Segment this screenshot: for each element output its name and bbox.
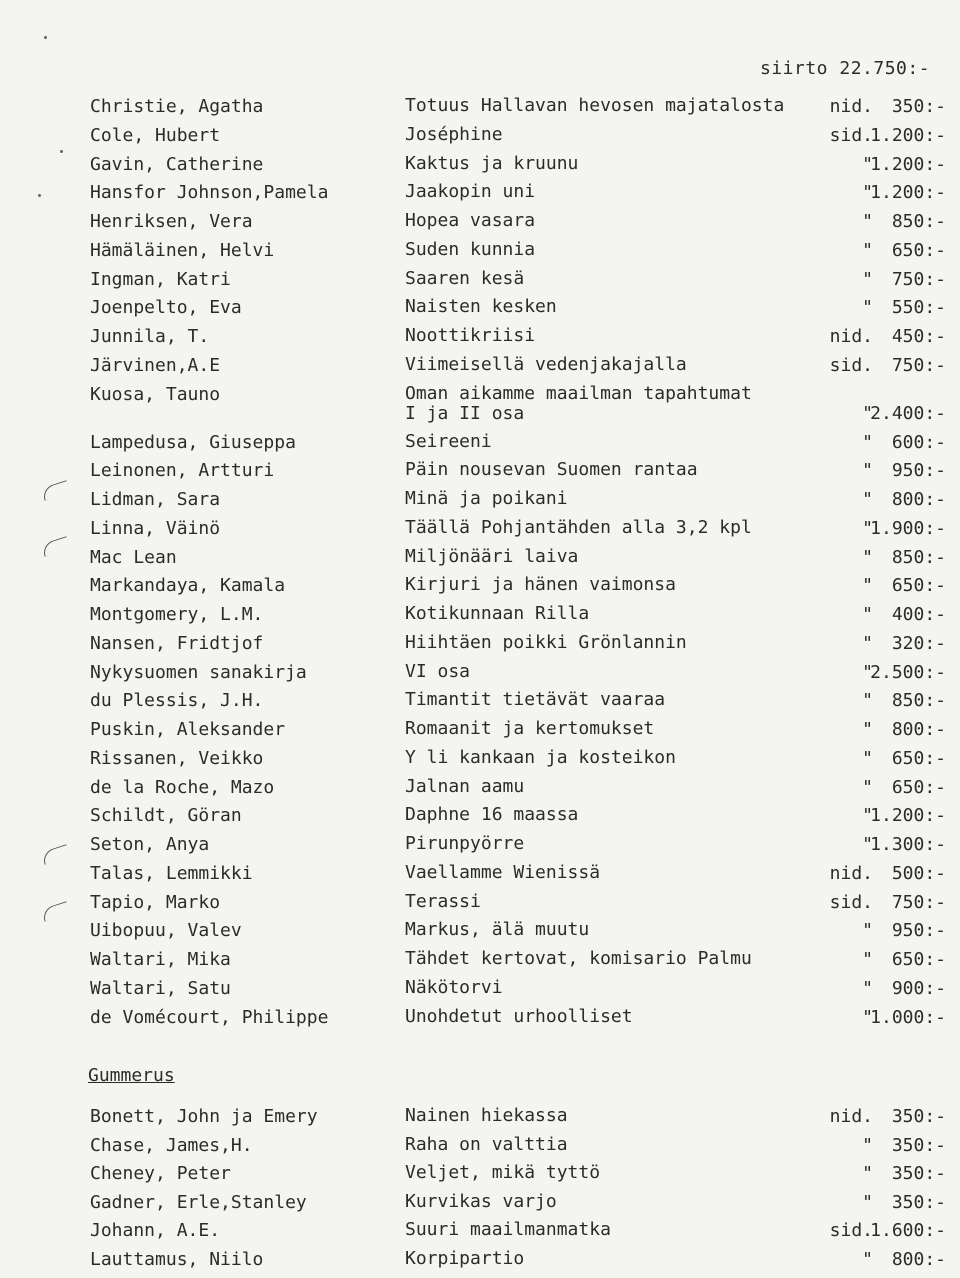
book-title bbox=[405, 125, 503, 145]
book-title-line: Raha on valttia bbox=[405, 1133, 568, 1155]
binding-type: " bbox=[862, 1248, 873, 1270]
author-name: Tapio, Marko bbox=[90, 891, 221, 913]
binding-type: " bbox=[862, 661, 873, 683]
author-name: Chase, James,H. bbox=[90, 1134, 253, 1156]
paper-speck bbox=[44, 36, 47, 39]
book-title-line: Saaren kesä bbox=[405, 267, 525, 289]
list-item bbox=[0, 834, 960, 863]
author-name: Hansfor Johnson,Pamela bbox=[90, 182, 329, 204]
list-item bbox=[0, 920, 960, 949]
binding-type: nid. bbox=[829, 862, 873, 884]
book-title bbox=[405, 1007, 633, 1027]
price: 1.200:- bbox=[870, 124, 946, 146]
list-item bbox=[0, 211, 960, 240]
list-item bbox=[0, 297, 960, 326]
price: 800:- bbox=[891, 1248, 946, 1270]
book-title-line: Unohdetut urhoolliset bbox=[405, 1005, 633, 1027]
book-title bbox=[405, 1163, 600, 1183]
book-title-line: Romaanit ja kertomukset bbox=[405, 718, 655, 739]
price: 350:- bbox=[891, 1191, 946, 1213]
author-name: Markandaya, Kamala bbox=[90, 575, 286, 597]
list-item bbox=[0, 355, 960, 384]
binding-type: " bbox=[862, 575, 873, 597]
book-title bbox=[405, 863, 600, 883]
book-title-line: Joséphine bbox=[405, 123, 503, 145]
list-item bbox=[0, 125, 960, 154]
book-title bbox=[405, 748, 676, 768]
list-item bbox=[0, 269, 960, 298]
book-title bbox=[405, 920, 589, 940]
binding-type: " bbox=[862, 489, 873, 510]
book-title-line: Päin nousevan Suomen rantaa bbox=[405, 459, 698, 481]
author-name: Järvinen,A.E bbox=[90, 354, 221, 376]
list-item bbox=[0, 1220, 960, 1249]
book-title bbox=[405, 297, 557, 317]
book-title-line: Näkötorvi bbox=[405, 976, 503, 998]
author-name: Joenpelto, Eva bbox=[90, 297, 242, 319]
book-title bbox=[405, 432, 492, 452]
book-title bbox=[405, 604, 589, 624]
list-item bbox=[0, 1163, 960, 1192]
binding-type: " bbox=[862, 431, 873, 453]
binding-type: " bbox=[862, 268, 873, 290]
binding-type: " bbox=[862, 297, 873, 319]
binding-type: nid. bbox=[829, 1106, 873, 1127]
price: 650:- bbox=[891, 776, 946, 798]
binding-type: " bbox=[862, 460, 873, 482]
book-title bbox=[405, 154, 578, 174]
author-name: Schildt, Göran bbox=[90, 805, 242, 827]
book-title bbox=[405, 211, 535, 231]
price: 350:- bbox=[891, 1134, 946, 1156]
book-title bbox=[405, 326, 535, 346]
book-title bbox=[405, 1220, 611, 1240]
author-name: Cheney, Peter bbox=[90, 1163, 231, 1184]
book-title-line: Minä ja poikani bbox=[405, 488, 568, 509]
price: 550:- bbox=[891, 297, 946, 319]
binding-type: sid. bbox=[829, 1220, 873, 1241]
author-name: Lampedusa, Giuseppa bbox=[90, 431, 296, 453]
price: 650:- bbox=[891, 239, 946, 261]
list-item bbox=[0, 432, 960, 461]
book-title bbox=[405, 662, 470, 682]
list-item bbox=[0, 662, 960, 691]
binding-type: " bbox=[862, 977, 873, 999]
binding-type: nid. bbox=[829, 96, 873, 117]
list-item bbox=[0, 154, 960, 183]
list-item bbox=[0, 719, 960, 748]
book-title bbox=[405, 949, 752, 969]
binding-type: " bbox=[862, 546, 873, 568]
author-name: Waltari, Mika bbox=[90, 949, 231, 970]
list-item bbox=[0, 1192, 960, 1221]
book-title-line: Timantit tietävät vaaraa bbox=[405, 689, 666, 711]
book-title bbox=[405, 978, 503, 998]
book-title-line: Oman aikamme maailman tapahtumat bbox=[405, 382, 752, 404]
author-name: Mac Lean bbox=[90, 546, 177, 568]
author-name: Kuosa, Tauno bbox=[90, 383, 221, 405]
book-title-line: Viimeisellä vedenjakajalla bbox=[405, 353, 687, 375]
author-name: Waltari, Satu bbox=[90, 977, 231, 999]
binding-type: " bbox=[862, 1163, 873, 1184]
price: 320:- bbox=[891, 632, 946, 654]
binding-type: " bbox=[862, 805, 873, 827]
price: 1.300:- bbox=[870, 834, 946, 855]
book-title bbox=[405, 575, 676, 595]
book-title bbox=[405, 96, 784, 116]
list-item bbox=[0, 805, 960, 834]
book-title-line: Nainen hiekassa bbox=[405, 1105, 568, 1126]
author-name: Cole, Hubert bbox=[90, 124, 221, 146]
binding-type: " bbox=[862, 776, 873, 798]
price: 2.500:- bbox=[870, 661, 946, 683]
carry-over-total: siirto 22.750:- bbox=[760, 58, 931, 79]
binding-type: " bbox=[862, 949, 873, 970]
book-title bbox=[405, 805, 578, 825]
book-title-line: Vaellamme Wienissä bbox=[405, 861, 601, 883]
binding-type: " bbox=[862, 747, 873, 769]
author-name: Gadner, Erle,Stanley bbox=[90, 1191, 307, 1213]
list-item bbox=[0, 240, 960, 269]
author-name: Nykysuomen sanakirja bbox=[90, 661, 307, 683]
binding-type: " bbox=[862, 239, 873, 261]
book-title-line-2: I ja II osa bbox=[405, 402, 525, 424]
author-name: Junnila, T. bbox=[90, 326, 210, 347]
book-title-line: Hopea vasara bbox=[405, 210, 536, 231]
book-title-line: Daphne 16 maassa bbox=[405, 804, 579, 826]
book-title-line: Seireeni bbox=[405, 430, 492, 452]
price: 850:- bbox=[891, 211, 946, 232]
book-title-line: Naisten kesken bbox=[405, 296, 557, 318]
binding-type: sid. bbox=[829, 124, 873, 146]
book-title-line: Y li kankaan ja kosteikon bbox=[405, 746, 676, 768]
list-item bbox=[0, 604, 960, 633]
price: 1.600:- bbox=[870, 1220, 946, 1241]
author-name: Lidman, Sara bbox=[90, 489, 221, 510]
paper-speck bbox=[60, 150, 63, 153]
binding-type: " bbox=[862, 402, 873, 424]
binding-type: sid. bbox=[829, 891, 873, 913]
author-name: Talas, Lemmikki bbox=[90, 862, 253, 884]
author-name: du Plessis, J.H. bbox=[90, 690, 264, 712]
author-name: Linna, Väinö bbox=[90, 517, 221, 539]
book-title bbox=[405, 633, 687, 653]
author-name: Puskin, Aleksander bbox=[90, 719, 286, 740]
book-title-line: Noottikriisi bbox=[405, 325, 536, 346]
author-name: Ingman, Katri bbox=[90, 268, 231, 290]
price: 950:- bbox=[891, 920, 946, 942]
book-title bbox=[405, 269, 524, 289]
book-title-line: Kaktus ja kruunu bbox=[405, 152, 579, 174]
price: 750:- bbox=[891, 891, 946, 913]
book-title-line: Veljet, mikä tyttö bbox=[405, 1162, 601, 1183]
price: 750:- bbox=[891, 268, 946, 290]
list-item bbox=[0, 182, 960, 211]
list-item bbox=[0, 949, 960, 978]
author-name: Seton, Anya bbox=[90, 834, 210, 855]
publisher-heading: Gummerus bbox=[88, 1065, 175, 1086]
book-title-line: Kirjuri ja hänen vaimonsa bbox=[405, 574, 676, 596]
binding-type: " bbox=[862, 920, 873, 942]
price: 600:- bbox=[891, 431, 946, 453]
list-item bbox=[0, 575, 960, 604]
book-title bbox=[405, 240, 535, 260]
book-title bbox=[405, 547, 578, 567]
book-title bbox=[405, 1249, 524, 1269]
author-name: Nansen, Fridtjof bbox=[90, 632, 264, 654]
price: 1.000:- bbox=[870, 1006, 946, 1028]
book-title-line: Täällä Pohjantähden alla 3,2 kpl bbox=[405, 516, 752, 538]
binding-type: " bbox=[862, 834, 873, 855]
book-title-line: Tähdet kertovat, komisario Palmu bbox=[405, 948, 752, 969]
book-title-line: VI osa bbox=[405, 660, 471, 682]
book-title bbox=[405, 182, 535, 202]
book-title-line: Hiihtäen poikki Grönlannin bbox=[405, 631, 687, 653]
list-item bbox=[0, 690, 960, 719]
book-title-line: Kotikunnaan Rilla bbox=[405, 603, 590, 624]
list-item bbox=[0, 892, 960, 921]
book-title bbox=[405, 1192, 557, 1212]
list-item bbox=[0, 1007, 960, 1036]
author-name: de Vomécourt, Philippe bbox=[90, 1006, 329, 1028]
price: 850:- bbox=[891, 690, 946, 712]
list-item bbox=[0, 863, 960, 892]
binding-type: " bbox=[862, 153, 873, 175]
book-title-line: Jaakopin uni bbox=[405, 181, 536, 203]
price: 750:- bbox=[891, 354, 946, 376]
author-name: Lauttamus, Niilo bbox=[90, 1248, 264, 1270]
price: 350:- bbox=[891, 1163, 946, 1184]
list-item bbox=[0, 326, 960, 355]
price: 1.200:- bbox=[870, 182, 946, 204]
binding-type: " bbox=[862, 182, 873, 204]
book-title-line: Suuri maailmanmatka bbox=[405, 1219, 611, 1240]
book-title-line: Markus, älä muutu bbox=[405, 919, 590, 941]
list-item bbox=[0, 633, 960, 662]
author-name: Montgomery, L.M. bbox=[90, 604, 264, 625]
author-name: Hämäläinen, Helvi bbox=[90, 239, 275, 261]
binding-type: " bbox=[862, 604, 873, 625]
book-title bbox=[405, 460, 698, 480]
book-title-line: Kurvikas varjo bbox=[405, 1190, 557, 1212]
binding-type: " bbox=[862, 1006, 873, 1028]
author-name: Leinonen, Artturi bbox=[90, 460, 275, 482]
author-name: de la Roche, Mazo bbox=[90, 776, 275, 798]
binding-type: " bbox=[862, 632, 873, 654]
paper-speck bbox=[38, 194, 41, 197]
author-name: Christie, Agatha bbox=[90, 96, 264, 117]
list-item bbox=[0, 1249, 960, 1278]
book-title-line: Totuus Hallavan hevosen majatalosta bbox=[405, 95, 785, 116]
author-name: Gavin, Catherine bbox=[90, 153, 264, 175]
price: 400:- bbox=[891, 604, 946, 625]
binding-type: sid. bbox=[829, 354, 873, 376]
book-title bbox=[405, 719, 654, 739]
list-item bbox=[0, 460, 960, 489]
list-item bbox=[0, 489, 960, 518]
price: 650:- bbox=[891, 949, 946, 970]
list-item bbox=[0, 518, 960, 547]
price: 350:- bbox=[891, 96, 946, 117]
book-title bbox=[405, 1135, 568, 1155]
price: 650:- bbox=[891, 747, 946, 769]
author-name: Uibopuu, Valev bbox=[90, 920, 242, 942]
price: 850:- bbox=[891, 546, 946, 568]
book-title bbox=[405, 1106, 568, 1126]
price: 800:- bbox=[891, 719, 946, 740]
price: 900:- bbox=[891, 977, 946, 999]
list-item bbox=[0, 384, 960, 432]
book-title-line: Suden kunnia bbox=[405, 238, 536, 260]
author-name: Rissanen, Veikko bbox=[90, 747, 264, 769]
book-title-line: Terassi bbox=[405, 890, 481, 912]
price: 500:- bbox=[891, 862, 946, 884]
author-name: Bonett, John ja Emery bbox=[90, 1106, 318, 1127]
book-title-line: Korpipartio bbox=[405, 1247, 525, 1269]
book-title bbox=[405, 690, 665, 710]
price: 1.900:- bbox=[870, 517, 946, 539]
book-title bbox=[405, 834, 524, 854]
author-name: Henriksen, Vera bbox=[90, 211, 253, 232]
price: 1.200:- bbox=[870, 805, 946, 827]
binding-type: " bbox=[862, 690, 873, 712]
book-title bbox=[405, 355, 687, 375]
list-item bbox=[0, 1106, 960, 1135]
price: 350:- bbox=[891, 1106, 946, 1127]
book-title bbox=[405, 518, 752, 538]
book-title bbox=[405, 489, 568, 509]
binding-type: nid. bbox=[829, 326, 873, 347]
binding-type: " bbox=[862, 1191, 873, 1213]
list-item bbox=[0, 777, 960, 806]
price: 450:- bbox=[891, 326, 946, 347]
binding-type: " bbox=[862, 211, 873, 232]
book-title bbox=[405, 892, 481, 912]
list-item bbox=[0, 547, 960, 576]
list-item bbox=[0, 978, 960, 1007]
list-item bbox=[0, 96, 960, 125]
binding-type: " bbox=[862, 719, 873, 740]
book-title-line: Miljönääri laiva bbox=[405, 545, 579, 567]
price: 950:- bbox=[891, 460, 946, 482]
author-name: Johann, A.E. bbox=[90, 1220, 221, 1241]
price: 800:- bbox=[891, 489, 946, 510]
book-title-line: Pirunpyörre bbox=[405, 833, 525, 854]
list-item bbox=[0, 748, 960, 777]
price: 650:- bbox=[891, 575, 946, 597]
binding-type: " bbox=[862, 1134, 873, 1156]
list-item bbox=[0, 1135, 960, 1164]
book-title bbox=[405, 777, 524, 797]
price: 2.400:- bbox=[870, 402, 946, 424]
book-title bbox=[405, 384, 752, 424]
binding-type: " bbox=[862, 517, 873, 539]
book-title-line: Jalnan aamu bbox=[405, 775, 525, 797]
price: 1.200:- bbox=[870, 153, 946, 175]
